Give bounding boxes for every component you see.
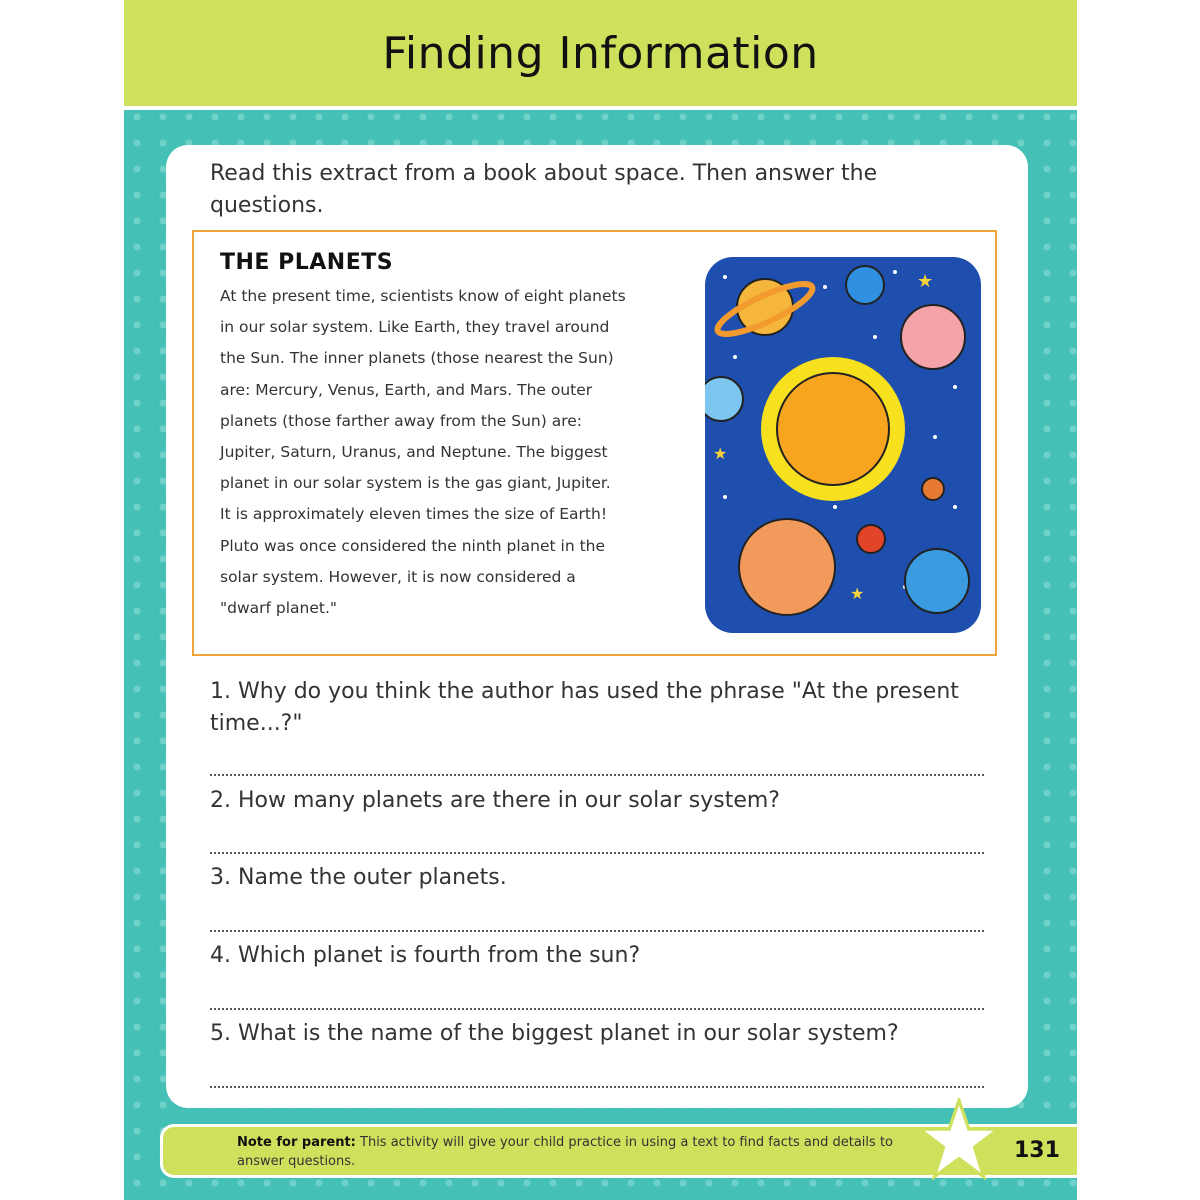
parent-note bbox=[237, 1133, 917, 1171]
passage-line: are: Mercury, Venus, Earth, and Mars. The outer bbox=[220, 380, 593, 399]
note-label: Note for parent: bbox=[237, 1135, 356, 1150]
jupiter-icon bbox=[739, 519, 835, 615]
page-title: Finding Information bbox=[382, 28, 819, 79]
passage-line: planets (those farther away from the Sun) are: bbox=[220, 411, 583, 430]
mars-icon bbox=[857, 525, 885, 553]
sun-icon bbox=[761, 357, 905, 501]
uranus-icon bbox=[705, 377, 743, 421]
svg-text:★: ★ bbox=[713, 444, 728, 463]
neptune-icon bbox=[846, 266, 884, 304]
note-text: This activity will give your child practice in using a text to find facts and details to answer questions. bbox=[237, 1135, 893, 1169]
answer-line-1[interactable] bbox=[210, 774, 984, 776]
solar-system-illustration bbox=[705, 257, 981, 633]
question-5: 5. What is the name of the biggest planet in our solar system? bbox=[210, 1021, 899, 1046]
passage-line: At the present time, scientists know of eight planets bbox=[220, 287, 626, 305]
page-number: 131 bbox=[1014, 1138, 1060, 1163]
earth-icon bbox=[905, 549, 969, 613]
saturn-icon bbox=[712, 275, 817, 343]
passage-line: planet in our solar system is the gas giant, Jupiter. bbox=[220, 474, 611, 493]
svg-text:★: ★ bbox=[917, 271, 934, 292]
question-4: 4. Which planet is fourth from the sun? bbox=[210, 943, 641, 968]
instructions: Read this extract from a book about space. Then answer the questions. bbox=[210, 161, 878, 218]
passage-line: Jupiter, Saturn, Uranus, and Neptune. The biggest bbox=[220, 443, 608, 461]
passage-title: THE PLANETS bbox=[220, 250, 394, 275]
answer-line-2[interactable] bbox=[210, 852, 984, 854]
header-banner bbox=[124, 0, 1077, 110]
question-3: 3. Name the outer planets. bbox=[210, 865, 507, 890]
answer-line-4[interactable] bbox=[210, 1008, 984, 1010]
question-2: 2. How many planets are there in our solar system? bbox=[210, 788, 780, 813]
mercury-icon bbox=[922, 478, 944, 500]
question-1: 1. Why do you think the author has used the phrase "At the present time...?" bbox=[210, 679, 959, 736]
passage-line: the Sun. The inner planets (those nearest the Sun) bbox=[220, 349, 614, 368]
answer-line-5[interactable] bbox=[210, 1086, 984, 1088]
venus-icon bbox=[901, 305, 965, 369]
passage-line: Pluto was once considered the ninth planet in the bbox=[220, 536, 606, 555]
passage-line: It is approximately eleven times the size of Earth! bbox=[220, 505, 608, 524]
answer-line-3[interactable] bbox=[210, 930, 984, 932]
star-icon bbox=[918, 1098, 1000, 1180]
passage-line: "dwarf planet." bbox=[220, 599, 338, 617]
svg-text:★: ★ bbox=[850, 584, 865, 603]
passage-line: solar system. However, it is now considered a bbox=[220, 567, 576, 586]
passage-line: in our solar system. Like Earth, they travel around bbox=[220, 318, 610, 337]
